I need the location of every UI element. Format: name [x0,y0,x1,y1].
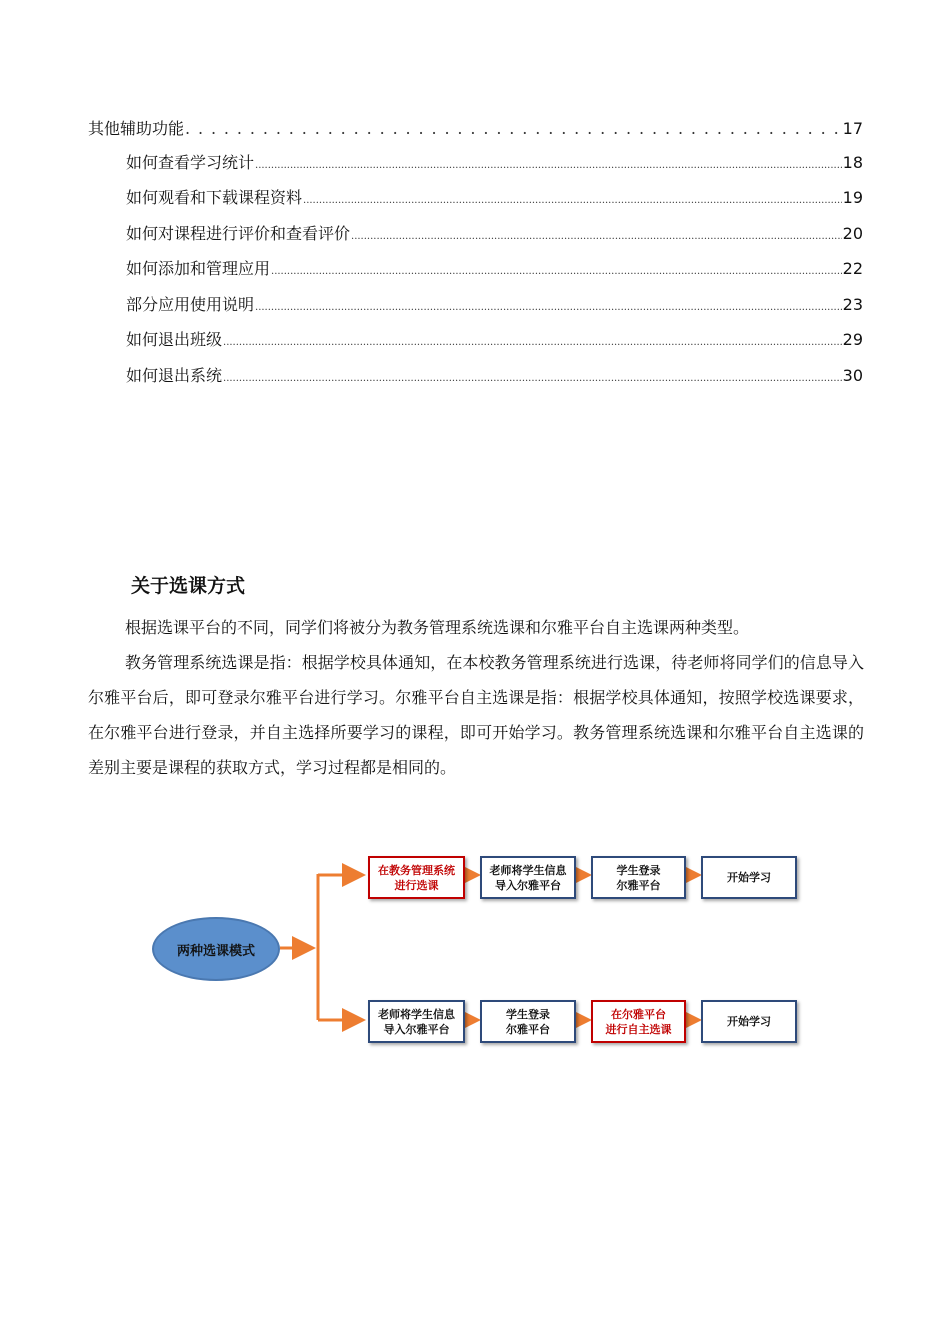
toc-entry-page: 22 [842,259,863,278]
center-node: 两种选课模式 [152,917,280,981]
toc-entry-label: 部分应用使用说明 [126,295,255,314]
toc-entry-page: 23 [842,295,863,314]
flow-box-top-1: 在教务管理系统 进行选课 [368,856,465,899]
toc-leader [271,259,842,282]
flow-box-bottom-2: 学生登录 尔雅平台 [480,1000,576,1043]
toc-entry-main[interactable] [88,119,863,139]
toc-entry[interactable] [126,188,863,211]
toc-entry[interactable] [126,295,863,318]
toc-entry[interactable] [126,259,863,282]
toc-entry-page: 17 [842,119,863,138]
flow-box-bottom-1: 老师将学生信息 导入尔雅平台 [368,1000,465,1043]
toc-leader [303,188,842,211]
flow-box-bottom-3: 在尔雅平台 进行自主选课 [591,1000,686,1043]
toc-entry-label: 如何添加和管理应用 [126,259,271,278]
toc-leader [223,366,842,389]
toc-leader [351,224,842,247]
toc-entry-page: 19 [842,188,863,207]
toc-leader [185,119,842,139]
flow-box-top-3: 学生登录 尔雅平台 [591,856,686,899]
toc-leader [255,153,842,176]
toc-entry-page: 18 [842,153,863,172]
paragraph-detail: 教务管理系统选课是指：根据学校具体通知，在本校教务管理系统进行选课，待老师将同学们的信息导入尔雅平台后，即可登录尔雅平台进行学习。尔雅平台自主选课是指：根据学校具体通知，按照学校选课要求，在尔雅平台进行登录，并自主选择所要学习的课程，即可开始学习。教务管理系统选课和尔雅平台自主选课的差别主要是课程的获取方式，学习过程都是相同的。 [88,653,864,777]
toc-entry-label: 如何观看和下载课程资料 [126,188,303,207]
toc-entry[interactable] [126,224,863,247]
toc-entry-label: 如何退出系统 [126,366,223,385]
flow-box-bottom-4: 开始学习 [701,1000,797,1043]
toc-entry[interactable] [126,366,863,389]
toc-entry-label: 其他辅助功能 [88,119,185,138]
toc-leader [255,295,842,318]
toc-leader [223,330,842,353]
toc-entry-page: 30 [842,366,863,385]
toc-entry-label: 如何查看学习统计 [126,153,255,172]
paragraph-intro: 根据选课平台的不同，同学们将被分为教务管理系统选课和尔雅平台自主选课两种类型。 [125,618,750,637]
section-title: 关于选课方式 [131,575,246,597]
toc-entry-page: 29 [842,330,863,349]
flow-box-top-4: 开始学习 [701,856,797,899]
toc-entry-label: 如何退出班级 [126,330,223,349]
toc-entry-label: 如何对课程进行评价和查看评价 [126,224,351,243]
toc-entry[interactable] [126,330,863,353]
flow-box-top-2: 老师将学生信息 导入尔雅平台 [480,856,576,899]
toc-entry-page: 20 [842,224,863,243]
toc-entry[interactable] [126,153,863,176]
selection-flow-diagram [150,850,810,1050]
